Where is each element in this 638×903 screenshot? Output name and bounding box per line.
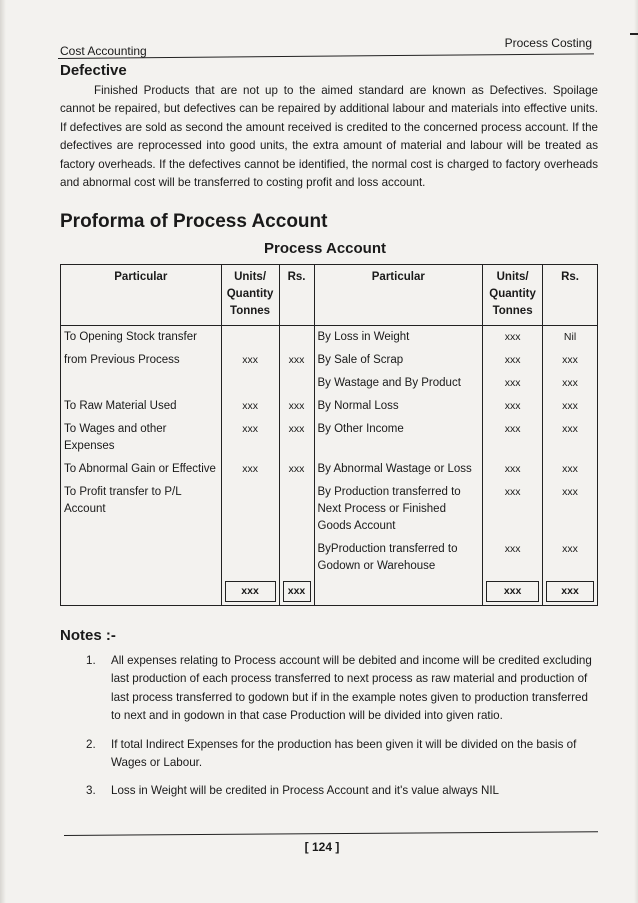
left-units: xxx <box>221 349 279 372</box>
header-units-left: Units/ Quantity Tonnes <box>221 265 279 326</box>
left-particular: To Raw Material Used <box>61 395 222 418</box>
left-units <box>221 372 279 395</box>
right-units: xxx <box>483 418 543 458</box>
right-rs: xxx <box>543 538 598 578</box>
right-units: xxx <box>483 395 543 418</box>
note-text: All expenses relating to Process account will be debited and income will be credited excluding last production of each process transferred to next process as raw material and production of last process transferred to godown but if in the example notes given to production transferred to next and in godown in that case Production will be divided into given ratio. <box>111 654 592 723</box>
right-units: xxx <box>483 458 543 481</box>
note-number: 2. <box>86 737 96 751</box>
section-title-proforma: Proforma of Process Account <box>60 211 328 232</box>
right-rs: xxx <box>543 395 598 418</box>
left-rs: xxx <box>279 458 314 481</box>
right-particular <box>314 578 483 606</box>
header-particular-right: Particular <box>314 265 483 326</box>
notes-list <box>76 652 598 811</box>
note-item <box>76 782 598 800</box>
left-particular: To Abnormal Gain or Effective <box>61 458 222 481</box>
right-particular: By Wastage and By Product <box>314 372 483 395</box>
notes-title: Notes :- <box>60 627 116 644</box>
left-rs <box>279 481 314 538</box>
right-particular: By Abnormal Wastage or Loss <box>314 458 483 481</box>
table-row <box>61 418 598 458</box>
defective-paragraph-text: Finished Products that are not up to the aimed standard are known as Defectives. Spoilage cannot be repaired, but defectives can be repaired by additional labour and materials into effective units. If defectives are sold as second the amount received is credited to the concerned process account. If the defectives are reprocessed into good units, the extra amount of material and labour will be treated as factory overheads. If the defectives cannot be identified, the normal cost is charged to factory overheads and abnormal cost will be transferred to costing profit and loss account. <box>60 84 598 190</box>
left-particular: To Profit transfer to P/L Account <box>61 481 222 538</box>
right-rs: xxx <box>543 349 598 372</box>
note-item <box>76 736 598 773</box>
left-units <box>221 538 279 578</box>
left-units: xxx <box>221 418 279 458</box>
right-rs: xxx <box>543 481 598 538</box>
table-row <box>61 372 598 395</box>
table-row <box>61 326 598 350</box>
left-rs <box>279 372 314 395</box>
running-header-left: Cost Accounting <box>60 44 147 58</box>
page-edge <box>0 0 6 903</box>
table-caption: Process Account <box>264 240 386 257</box>
left-units <box>221 326 279 350</box>
left-particular <box>61 578 222 606</box>
right-rs: xxx <box>543 372 598 395</box>
left-rs: xxx <box>279 349 314 372</box>
right-units: xxx <box>483 481 543 538</box>
right-units: xxx <box>483 326 543 350</box>
right-particular: By Sale of Scrap <box>314 349 483 372</box>
note-text: If total Indirect Expenses for the production has been given it will be divided on the basis of Wages or Labour. <box>111 737 577 770</box>
process-account-table <box>60 264 598 606</box>
table-row <box>61 481 598 538</box>
left-rs <box>279 538 314 578</box>
left-particular <box>61 372 222 395</box>
section-title-defective: Defective <box>60 62 127 79</box>
table-row <box>61 395 598 418</box>
left-particular: To Opening Stock transfer <box>61 326 222 350</box>
total-value: xxx <box>225 581 276 602</box>
header-units-right: Units/ Quantity Tonnes <box>483 265 543 326</box>
total-value: xxx <box>546 581 594 602</box>
table-total-row <box>61 578 598 606</box>
left-rs: xxx <box>279 418 314 458</box>
left-units: xxx <box>221 395 279 418</box>
header-rs-right: Rs. <box>543 265 598 326</box>
total-value: xxx <box>283 581 311 602</box>
running-header-right: Process Costing <box>504 36 592 50</box>
table-row <box>61 538 598 578</box>
right-particular: By Loss in Weight <box>314 326 483 350</box>
right-rs: xxx <box>543 418 598 458</box>
right-particular: By Other Income <box>314 418 483 458</box>
left-particular <box>61 538 222 578</box>
right-rs: Nil <box>543 326 598 350</box>
right-rs-total <box>543 578 598 606</box>
right-units-total <box>483 578 543 606</box>
header-particular-left: Particular <box>61 265 222 326</box>
left-rs-total <box>279 578 314 606</box>
left-units: xxx <box>221 458 279 481</box>
left-particular: from Previous Process <box>61 349 222 372</box>
total-value: xxx <box>486 581 539 602</box>
left-units-total <box>221 578 279 606</box>
page-edge <box>634 0 638 903</box>
note-number: 3. <box>86 784 96 798</box>
footer-rule <box>64 831 598 836</box>
right-units: xxx <box>483 372 543 395</box>
header-rs-left: Rs. <box>279 265 314 326</box>
right-units: xxx <box>483 538 543 578</box>
defective-paragraph <box>60 82 598 192</box>
right-particular: By Production transferred to Next Process or Finished Goods Account <box>314 481 483 538</box>
left-particular: To Wages and other Expenses <box>61 418 222 458</box>
note-number: 1. <box>86 654 96 667</box>
right-particular: ByProduction transferred to Godown or Warehouse <box>314 538 483 578</box>
left-units <box>221 481 279 538</box>
right-particular: By Normal Loss <box>314 395 483 418</box>
right-rs: xxx <box>543 458 598 481</box>
note-item <box>76 652 598 726</box>
table-header-row <box>61 265 598 326</box>
right-units: xxx <box>483 349 543 372</box>
note-text: Loss in Weight will be credited in Process Account and it's value always NIL <box>111 784 500 798</box>
table-row <box>61 458 598 481</box>
left-rs <box>279 326 314 350</box>
table-row <box>61 349 598 372</box>
left-rs: xxx <box>279 395 314 418</box>
edge-mark <box>630 33 638 35</box>
page-number: [ 124 ] <box>304 840 340 854</box>
